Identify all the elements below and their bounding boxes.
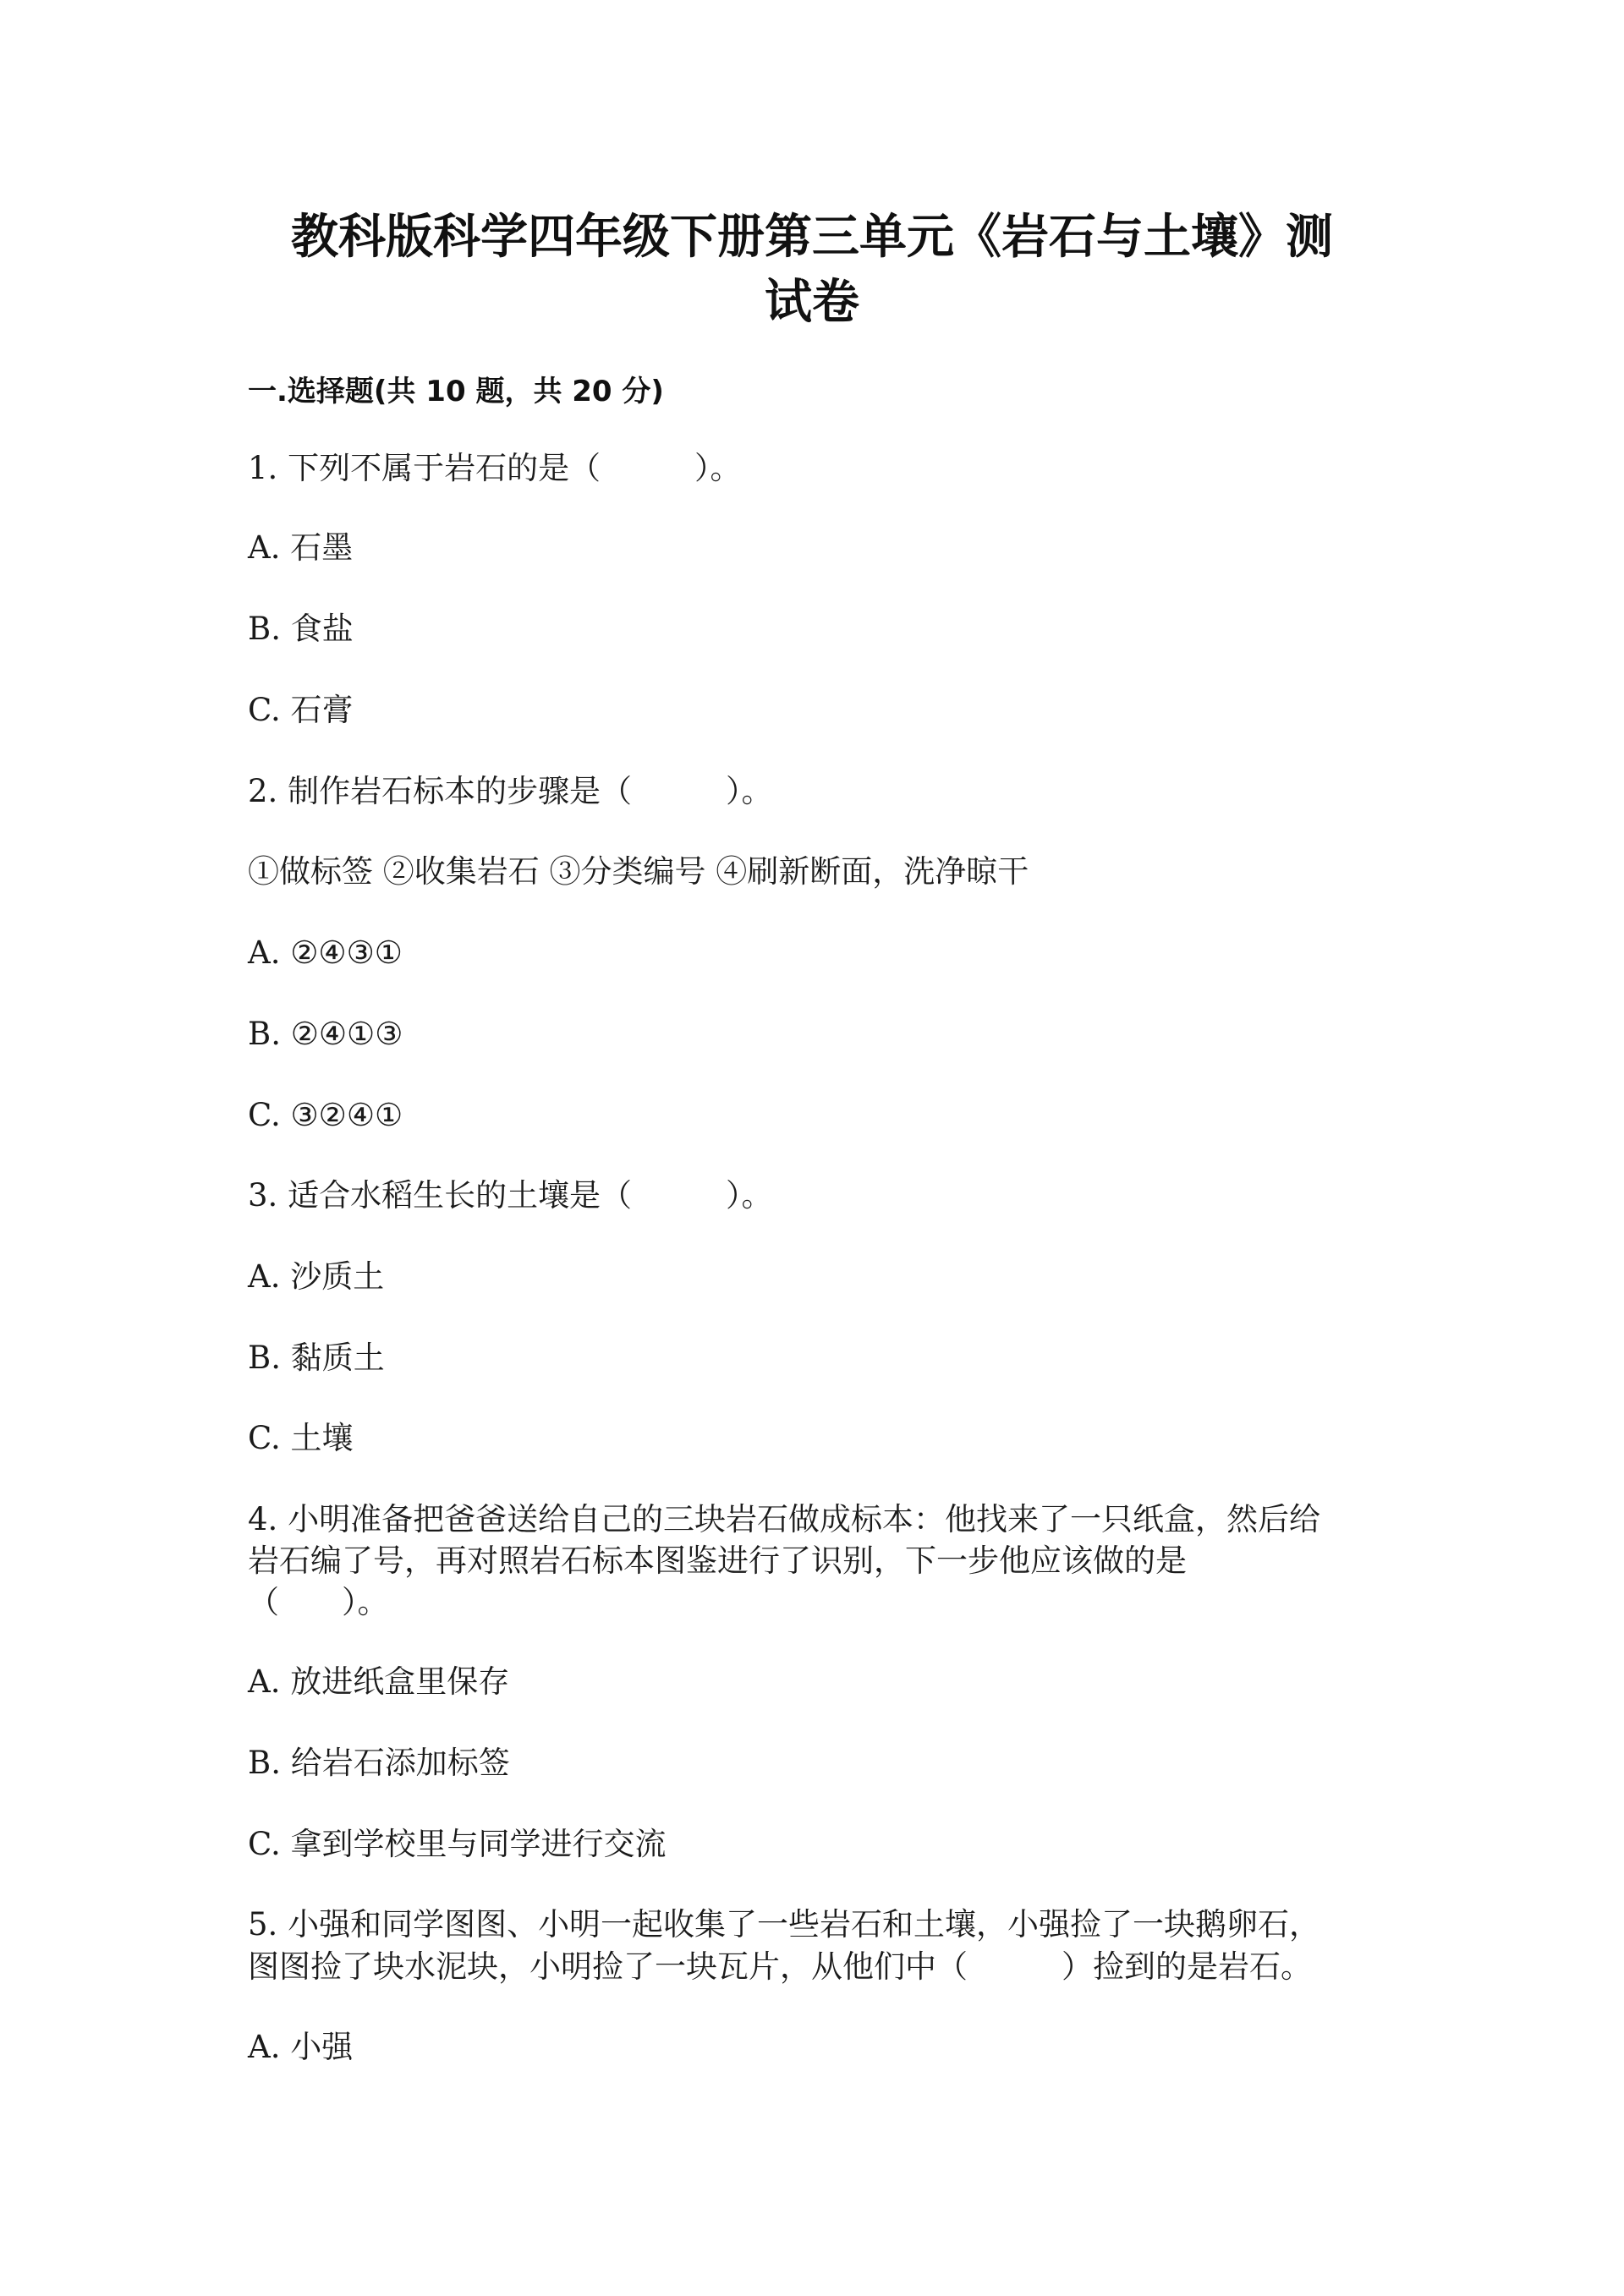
question-3-option-c: C. 土壤 — [248, 1420, 354, 1456]
question-2-option-c: C. ③②④① — [248, 1097, 403, 1133]
exam-title-line-2: 试卷 — [765, 275, 859, 330]
question-3-stem: 3. 适合水稻生长的土壤是（ ）。 — [248, 1177, 773, 1214]
question-1-option-a: A. 石墨 — [248, 529, 354, 566]
question-4-stem-line-1: 4. 小明准备把爸爸送给自己的三块岩石做成标本：他找来了一只纸盒，然后给 — [248, 1501, 1321, 1537]
question-2-option-b: B. ②④①③ — [248, 1016, 403, 1052]
question-2-note: ①做标签 ②收集岩石 ③分类编号 ④刷新断面，洗净晾干 — [248, 853, 1029, 890]
question-4-stem-line-2: 岩石编了号，再对照岩石标本图鉴进行了识别，下一步他应该做的是 — [248, 1543, 1187, 1579]
question-3-option-a: A. 沙质土 — [248, 1258, 385, 1295]
question-1-stem: 1. 下列不属于岩石的是（ ）。 — [248, 450, 742, 486]
question-4-option-b: B. 给岩石添加标签 — [248, 1745, 510, 1781]
section-heading: 一.选择题(共 10 题，共 20 分) — [248, 375, 664, 408]
question-5-stem-line-1: 5. 小强和同学图图、小明一起收集了一些岩石和土壤，小强捡了一块鹅卵石， — [248, 1906, 1321, 1943]
question-4-stem-line-3: （ ）。 — [248, 1584, 389, 1620]
question-1-option-c: C. 石膏 — [248, 692, 354, 728]
question-5-stem-line-2: 图图捡了块水泥块，小明捡了一块瓦片，从他们中（ ）捡到的是岩石。 — [248, 1948, 1312, 1985]
question-1-option-b: B. 食盐 — [248, 611, 354, 647]
question-5-option-a: A. 小强 — [248, 2029, 354, 2065]
question-2-stem: 2. 制作岩石标本的步骤是（ ）。 — [248, 773, 773, 809]
exam-title-line-1: 教科版科学四年级下册第三单元《岩石与土壤》测 — [291, 210, 1333, 265]
question-4-option-c: C. 拿到学校里与同学进行交流 — [248, 1826, 667, 1862]
question-3-option-b: B. 黏质土 — [248, 1340, 385, 1376]
question-4-option-a: A. 放进纸盒里保存 — [248, 1663, 510, 1700]
question-2-option-a: A. ②④③① — [248, 934, 403, 971]
